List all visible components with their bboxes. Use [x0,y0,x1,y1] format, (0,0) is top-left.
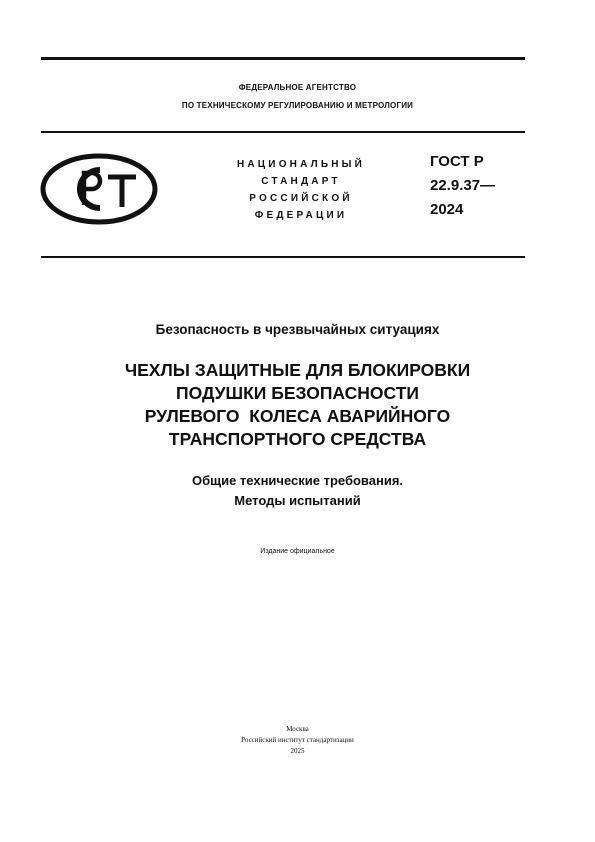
middle-rule [41,131,525,133]
title-line: РУЛЕВОГО КОЛЕСА АВАРИЙНОГО [144,406,451,426]
imprint-city: Москва [286,725,309,733]
standard-type-line: СТАНДАРТ [261,176,341,187]
designation-line: 22.9.37— [430,177,496,194]
agency-name-line-2: ПО ТЕХНИЧЕСКОМУ РЕГУЛИРОВАНИЮ И МЕТРОЛОГИИ [181,101,414,110]
standard-type-line: НАЦИОНАЛЬНЫЙ [236,159,366,170]
standard-type-line: РОССИЙСКОЙ [249,193,353,204]
title-line: ТРАНСПОРТНОГО СРЕДСТВА [168,429,427,449]
gost-r-logo-icon [40,153,158,225]
designation-line: ГОСТ Р [430,153,484,170]
imprint-year: 2025 [290,747,305,755]
imprint [0,724,595,757]
subtitle-line: Общие технические требования. [191,473,404,488]
title-line: ЧЕХЛЫ ЗАЩИТНЫЕ ДЛЯ БЛОКИРОВКИ [124,360,471,380]
edition-label: Издание официальное [260,548,335,555]
standard-type [216,156,386,224]
document-subtitle [0,471,595,511]
standard-type-line: ФЕДЕРАЦИИ [254,210,348,221]
document-title [0,359,595,451]
title-line: ПОДУШКИ БЕЗОПАСНОСТИ [176,383,419,403]
imprint-publisher: Российский институт стандартизации [241,736,354,744]
subtitle-line: Методы испытаний [234,493,361,508]
standard-designation [430,150,495,222]
bottom-rule [41,256,525,258]
top-rule [41,57,525,60]
agency-name-line-1: ФЕДЕРАЛЬНОЕ АГЕНТСТВО [238,83,357,92]
series-title: Безопасность в чрезвычайных ситуациях [155,322,440,337]
designation-line: 2024 [430,201,464,218]
